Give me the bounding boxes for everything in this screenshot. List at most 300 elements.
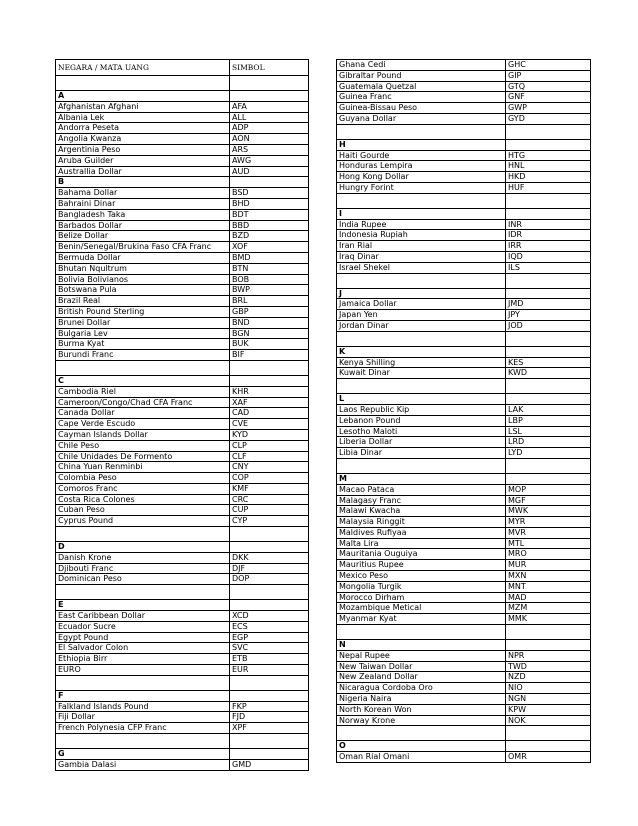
table-row bbox=[337, 484, 591, 495]
table-row bbox=[56, 621, 309, 632]
blank-cell bbox=[506, 379, 591, 394]
table-row bbox=[337, 81, 591, 92]
currency-table-right bbox=[336, 59, 591, 763]
letter-heading-row bbox=[337, 473, 591, 484]
letter-heading: H bbox=[337, 139, 506, 150]
country-currency-cell: Gambia Dalasi bbox=[56, 759, 230, 770]
blank-row bbox=[337, 124, 591, 139]
blank-row bbox=[337, 331, 591, 346]
symbol-cell: MWK bbox=[506, 506, 591, 517]
symbol-cell: AFA bbox=[230, 101, 309, 112]
table-row bbox=[56, 759, 309, 770]
symbol-cell: BWP bbox=[230, 285, 309, 296]
table-row bbox=[337, 538, 591, 549]
table-row bbox=[56, 198, 309, 209]
blank-cell bbox=[337, 273, 506, 288]
country-currency-cell: Israel Shekel bbox=[337, 262, 506, 273]
blank-cell bbox=[230, 527, 309, 542]
symbol-cell: BUK bbox=[230, 339, 309, 350]
table-row bbox=[56, 209, 309, 220]
symbol-cell: MMK bbox=[506, 614, 591, 625]
symbol-cell: NPR bbox=[506, 650, 591, 661]
table-row bbox=[56, 701, 309, 712]
table-row bbox=[337, 549, 591, 560]
table-row bbox=[337, 262, 591, 273]
table-row bbox=[337, 592, 591, 603]
country-currency-cell: Nepal Rupee bbox=[337, 650, 506, 661]
symbol-cell: GHC bbox=[506, 60, 591, 71]
symbol-cell: ECS bbox=[230, 621, 309, 632]
letter-heading: I bbox=[337, 208, 506, 219]
table-row bbox=[56, 350, 309, 361]
country-currency-cell: Iraq Dinar bbox=[337, 251, 506, 262]
country-currency-cell: East Caribbean Dollar bbox=[56, 611, 230, 622]
symbol-cell: LBP bbox=[506, 415, 591, 426]
country-currency-cell: Maldives Rufiyaa bbox=[337, 527, 506, 538]
blank-cell bbox=[337, 193, 506, 208]
table-row bbox=[337, 70, 591, 81]
letter-heading: A bbox=[56, 91, 230, 102]
blank-cell bbox=[506, 124, 591, 139]
blank-row bbox=[56, 360, 309, 375]
table-row bbox=[337, 60, 591, 71]
country-currency-cell: Ethiopia Birr bbox=[56, 654, 230, 665]
letter-heading-empty bbox=[506, 473, 591, 484]
letter-heading-empty bbox=[506, 394, 591, 405]
symbol-cell: CLP bbox=[230, 440, 309, 451]
country-currency-cell: Botswana Pula bbox=[56, 285, 230, 296]
letter-heading-row bbox=[337, 346, 591, 357]
symbol-cell: AUD bbox=[230, 166, 309, 177]
letter-heading: E bbox=[56, 600, 230, 611]
letter-heading: D bbox=[56, 542, 230, 553]
symbol-cell: BHD bbox=[230, 198, 309, 209]
blank-row bbox=[56, 585, 309, 600]
symbol-cell: ILS bbox=[506, 262, 591, 273]
country-currency-cell: Lebanon Pound bbox=[337, 415, 506, 426]
country-currency-cell: Belize Dollar bbox=[56, 231, 230, 242]
table-row bbox=[56, 252, 309, 263]
table-row bbox=[56, 386, 309, 397]
country-currency-cell: Cape Verde Escudo bbox=[56, 419, 230, 430]
country-currency-cell: Malagasy Franc bbox=[337, 495, 506, 506]
symbol-cell: MAD bbox=[506, 592, 591, 603]
country-currency-cell: Chile Unidades De Formento bbox=[56, 451, 230, 462]
table-row bbox=[56, 494, 309, 505]
symbol-cell: ETB bbox=[230, 654, 309, 665]
country-currency-cell: Cuban Peso bbox=[56, 505, 230, 516]
table-row bbox=[56, 552, 309, 563]
symbol-cell: GMD bbox=[230, 759, 309, 770]
symbol-cell: GTQ bbox=[506, 81, 591, 92]
symbol-cell: FJD bbox=[230, 712, 309, 723]
table-row bbox=[56, 723, 309, 734]
country-currency-cell: Laos Republic Kip bbox=[337, 404, 506, 415]
symbol-cell: MNT bbox=[506, 581, 591, 592]
letter-heading: C bbox=[56, 375, 230, 386]
table-row bbox=[56, 451, 309, 462]
country-currency-cell: Ecuador Sucre bbox=[56, 621, 230, 632]
country-currency-cell: Haiti Gourde bbox=[337, 150, 506, 161]
table-row bbox=[337, 527, 591, 538]
table-row bbox=[56, 429, 309, 440]
table-row bbox=[56, 473, 309, 484]
symbol-cell: MOP bbox=[506, 484, 591, 495]
country-currency-cell: Gibraltar Pound bbox=[337, 70, 506, 81]
symbol-cell: MYR bbox=[506, 517, 591, 528]
country-currency-cell: Kuwait Dinar bbox=[337, 368, 506, 379]
blank-cell bbox=[337, 726, 506, 741]
table-row bbox=[56, 654, 309, 665]
symbol-cell: JOD bbox=[506, 320, 591, 331]
table-row bbox=[337, 683, 591, 694]
symbol-cell: ARS bbox=[230, 144, 309, 155]
table-row bbox=[337, 150, 591, 161]
symbol-cell: BND bbox=[230, 317, 309, 328]
table-row bbox=[56, 339, 309, 350]
country-currency-cell: Cambodia Riel bbox=[56, 386, 230, 397]
symbol-cell: JMD bbox=[506, 299, 591, 310]
table-row bbox=[337, 650, 591, 661]
country-currency-cell: Egypt Pound bbox=[56, 632, 230, 643]
symbol-cell: BTN bbox=[230, 263, 309, 274]
header-symbol: SIMBOL bbox=[230, 60, 309, 76]
blank-row bbox=[337, 625, 591, 640]
country-currency-cell: Danish Krone bbox=[56, 552, 230, 563]
symbol-cell: NOK bbox=[506, 715, 591, 726]
table-row bbox=[337, 603, 591, 614]
symbol-cell: AWG bbox=[230, 155, 309, 166]
symbol-cell: HUF bbox=[506, 182, 591, 193]
country-currency-cell: Kenya Shilling bbox=[337, 357, 506, 368]
table-row bbox=[56, 563, 309, 574]
symbol-cell: NIO bbox=[506, 683, 591, 694]
symbol-cell: EGP bbox=[230, 632, 309, 643]
letter-heading: N bbox=[337, 640, 506, 651]
table-row bbox=[56, 643, 309, 654]
country-currency-cell: Andorra Peseta bbox=[56, 123, 230, 134]
letter-heading-row bbox=[337, 640, 591, 651]
symbol-cell: GWP bbox=[506, 103, 591, 114]
currency-table-right-body bbox=[337, 60, 591, 763]
blank-cell bbox=[506, 193, 591, 208]
symbol-cell: TWD bbox=[506, 661, 591, 672]
table-row bbox=[56, 296, 309, 307]
letter-heading: F bbox=[56, 690, 230, 701]
country-currency-cell: New Zealand Dollar bbox=[337, 672, 506, 683]
blank-row bbox=[337, 379, 591, 394]
country-currency-cell: Dominican Peso bbox=[56, 574, 230, 585]
letter-heading: O bbox=[337, 741, 506, 752]
symbol-cell: LSL bbox=[506, 426, 591, 437]
country-currency-cell: French Polynesia CFP Franc bbox=[56, 723, 230, 734]
letter-heading: G bbox=[56, 749, 230, 760]
table-row bbox=[56, 134, 309, 145]
country-currency-cell: British Pound Sterling bbox=[56, 306, 230, 317]
symbol-cell: GNF bbox=[506, 92, 591, 103]
table-row bbox=[337, 581, 591, 592]
blank-cell bbox=[506, 625, 591, 640]
symbol-cell: BOB bbox=[230, 274, 309, 285]
table-row bbox=[56, 516, 309, 527]
symbol-cell: CUP bbox=[230, 505, 309, 516]
letter-heading-empty bbox=[506, 288, 591, 299]
table-row bbox=[337, 320, 591, 331]
country-currency-cell: Nicaragua Cordoba Oro bbox=[337, 683, 506, 694]
table-row bbox=[337, 752, 591, 763]
country-currency-cell: Bulgaria Lev bbox=[56, 328, 230, 339]
table-row bbox=[337, 172, 591, 183]
symbol-cell: INR bbox=[506, 219, 591, 230]
symbol-cell: BZD bbox=[230, 231, 309, 242]
symbol-cell: KWD bbox=[506, 368, 591, 379]
country-currency-cell: El Salvador Colon bbox=[56, 643, 230, 654]
table-row bbox=[56, 220, 309, 231]
letter-heading: M bbox=[337, 473, 506, 484]
symbol-cell: MTL bbox=[506, 538, 591, 549]
symbol-cell: CYP bbox=[230, 516, 309, 527]
country-currency-cell: Nigeria Naira bbox=[337, 694, 506, 705]
symbol-cell: MVR bbox=[506, 527, 591, 538]
symbol-cell: XOF bbox=[230, 242, 309, 253]
table-row bbox=[56, 123, 309, 134]
table-row bbox=[56, 419, 309, 430]
table-row bbox=[337, 672, 591, 683]
country-currency-cell: Cameroon/Congo/Chad CFA Franc bbox=[56, 397, 230, 408]
table-row bbox=[337, 103, 591, 114]
country-currency-cell: Malaysia Ringgit bbox=[337, 517, 506, 528]
letter-heading: J bbox=[337, 288, 506, 299]
header-country-currency: NEGARA / MATA UANG bbox=[56, 60, 230, 76]
symbol-cell: DKK bbox=[230, 552, 309, 563]
table-row bbox=[337, 161, 591, 172]
blank-cell bbox=[56, 360, 230, 375]
letter-heading-row bbox=[56, 375, 309, 386]
letter-heading-empty bbox=[230, 600, 309, 611]
country-currency-cell: Morocco Dirham bbox=[337, 592, 506, 603]
blank-cell bbox=[230, 76, 309, 91]
letter-heading-empty bbox=[230, 177, 309, 188]
country-currency-cell: EURO bbox=[56, 665, 230, 676]
country-currency-cell: Costa Rica Colones bbox=[56, 494, 230, 505]
letter-heading-empty bbox=[506, 640, 591, 651]
symbol-cell: MXN bbox=[506, 571, 591, 582]
blank-row bbox=[337, 726, 591, 741]
table-row bbox=[337, 404, 591, 415]
blank-cell bbox=[56, 585, 230, 600]
country-currency-cell: China Yuan Renminbi bbox=[56, 462, 230, 473]
symbol-cell: LAK bbox=[506, 404, 591, 415]
country-currency-cell: Macao Pataca bbox=[337, 484, 506, 495]
country-currency-cell: Lesotho Maloti bbox=[337, 426, 506, 437]
table-row bbox=[56, 397, 309, 408]
symbol-cell: AON bbox=[230, 134, 309, 145]
country-currency-cell: Malawi Kwacha bbox=[337, 506, 506, 517]
country-currency-cell: Cyprus Pound bbox=[56, 516, 230, 527]
blank-cell bbox=[337, 458, 506, 473]
table-row bbox=[337, 661, 591, 672]
country-currency-cell: Burundi Franc bbox=[56, 350, 230, 361]
blank-cell bbox=[337, 625, 506, 640]
country-currency-cell: Mongolia Turgik bbox=[337, 581, 506, 592]
country-currency-cell: Bahraini Dinar bbox=[56, 198, 230, 209]
symbol-cell: GIP bbox=[506, 70, 591, 81]
country-currency-cell: Bermuda Dollar bbox=[56, 252, 230, 263]
table-row bbox=[337, 448, 591, 459]
symbol-cell: DJF bbox=[230, 563, 309, 574]
blank-cell bbox=[56, 734, 230, 749]
symbol-cell: GBP bbox=[230, 306, 309, 317]
table-row bbox=[56, 483, 309, 494]
country-currency-cell: Angolia Kwanza bbox=[56, 134, 230, 145]
symbol-cell: CNY bbox=[230, 462, 309, 473]
blank-cell bbox=[337, 124, 506, 139]
symbol-cell: MUR bbox=[506, 560, 591, 571]
symbol-cell: FKP bbox=[230, 701, 309, 712]
symbol-cell: EUR bbox=[230, 665, 309, 676]
currency-table-left bbox=[55, 59, 309, 771]
symbol-cell: ALL bbox=[230, 112, 309, 123]
table-row bbox=[337, 241, 591, 252]
blank-cell bbox=[230, 360, 309, 375]
letter-heading-empty bbox=[230, 91, 309, 102]
table-row bbox=[337, 715, 591, 726]
table-row bbox=[56, 166, 309, 177]
table-row bbox=[337, 230, 591, 241]
symbol-cell: HNL bbox=[506, 161, 591, 172]
blank-row bbox=[337, 458, 591, 473]
country-currency-cell: Myanmar Kyat bbox=[337, 614, 506, 625]
letter-heading-empty bbox=[230, 375, 309, 386]
table-row bbox=[337, 437, 591, 448]
symbol-cell: BRL bbox=[230, 296, 309, 307]
table-row bbox=[337, 368, 591, 379]
country-currency-cell: Norway Krone bbox=[337, 715, 506, 726]
table-row bbox=[56, 440, 309, 451]
table-row bbox=[56, 611, 309, 622]
table-row bbox=[337, 426, 591, 437]
table-row bbox=[56, 462, 309, 473]
letter-heading-empty bbox=[230, 749, 309, 760]
blank-cell bbox=[506, 458, 591, 473]
country-currency-cell: Guatemala Quetzal bbox=[337, 81, 506, 92]
country-currency-cell: India Rupee bbox=[337, 219, 506, 230]
country-currency-cell: Hong Kong Dollar bbox=[337, 172, 506, 183]
symbol-cell: HKD bbox=[506, 172, 591, 183]
symbol-cell: BDT bbox=[230, 209, 309, 220]
blank-row bbox=[56, 675, 309, 690]
country-currency-cell: Brunei Dollar bbox=[56, 317, 230, 328]
country-currency-cell: Guyana Dollar bbox=[337, 113, 506, 124]
country-currency-cell: Mauritius Rupee bbox=[337, 560, 506, 571]
symbol-cell: ADP bbox=[230, 123, 309, 134]
table-row bbox=[337, 415, 591, 426]
symbol-cell: IQD bbox=[506, 251, 591, 262]
country-currency-cell: Ghana Cedi bbox=[337, 60, 506, 71]
table-row bbox=[56, 155, 309, 166]
symbol-cell: MZM bbox=[506, 603, 591, 614]
table-row bbox=[56, 712, 309, 723]
table-row bbox=[56, 231, 309, 242]
letter-heading-empty bbox=[506, 346, 591, 357]
table-row bbox=[337, 571, 591, 582]
symbol-cell: CLF bbox=[230, 451, 309, 462]
symbol-cell: MRO bbox=[506, 549, 591, 560]
country-currency-cell: Libia Dinar bbox=[337, 448, 506, 459]
table-row bbox=[56, 144, 309, 155]
table-row bbox=[56, 574, 309, 585]
letter-heading-row bbox=[56, 177, 309, 188]
table-row bbox=[56, 285, 309, 296]
symbol-cell: HTG bbox=[506, 150, 591, 161]
table-row bbox=[56, 328, 309, 339]
country-currency-cell: Mozambique Metical bbox=[337, 603, 506, 614]
symbol-cell: NZD bbox=[506, 672, 591, 683]
blank-cell bbox=[506, 273, 591, 288]
letter-heading-empty bbox=[506, 139, 591, 150]
table-row bbox=[56, 306, 309, 317]
country-currency-cell: Albania Lek bbox=[56, 112, 230, 123]
letter-heading-empty bbox=[230, 690, 309, 701]
letter-heading-row bbox=[56, 690, 309, 701]
symbol-cell: CVE bbox=[230, 419, 309, 430]
blank-row bbox=[337, 193, 591, 208]
table-row bbox=[56, 274, 309, 285]
blank-row bbox=[56, 527, 309, 542]
letter-heading-row bbox=[337, 208, 591, 219]
table-row bbox=[337, 251, 591, 262]
country-currency-cell: Australlia Dollar bbox=[56, 166, 230, 177]
blank-cell bbox=[230, 734, 309, 749]
table-row bbox=[337, 219, 591, 230]
country-currency-cell: Burma Kyat bbox=[56, 339, 230, 350]
letter-heading-row bbox=[56, 91, 309, 102]
table-row bbox=[337, 694, 591, 705]
blank-cell bbox=[56, 675, 230, 690]
symbol-cell: OMR bbox=[506, 752, 591, 763]
blank-cell bbox=[506, 726, 591, 741]
table-row bbox=[337, 357, 591, 368]
symbol-cell: KMF bbox=[230, 483, 309, 494]
blank-cell bbox=[506, 331, 591, 346]
symbol-cell: IRR bbox=[506, 241, 591, 252]
table-row bbox=[337, 506, 591, 517]
symbol-cell: GYD bbox=[506, 113, 591, 124]
blank-row bbox=[337, 273, 591, 288]
country-currency-cell: North Korean Won bbox=[337, 704, 506, 715]
country-currency-cell: Canada Dollar bbox=[56, 408, 230, 419]
country-currency-cell: Bolivia Bolivianos bbox=[56, 274, 230, 285]
blank-cell bbox=[230, 675, 309, 690]
symbol-cell: KYD bbox=[230, 429, 309, 440]
symbol-cell: LRD bbox=[506, 437, 591, 448]
symbol-cell: KES bbox=[506, 357, 591, 368]
country-currency-cell: Fiji Dollar bbox=[56, 712, 230, 723]
country-currency-cell: Djibouti Franc bbox=[56, 563, 230, 574]
symbol-cell: CAD bbox=[230, 408, 309, 419]
table-row bbox=[337, 113, 591, 124]
blank-cell bbox=[230, 585, 309, 600]
symbol-cell: IDR bbox=[506, 230, 591, 241]
country-currency-cell: Guinea-Bissau Peso bbox=[337, 103, 506, 114]
table-row bbox=[56, 188, 309, 199]
letter-heading: B bbox=[56, 177, 230, 188]
symbol-cell: BIF bbox=[230, 350, 309, 361]
country-currency-cell: Indonesia Rupiah bbox=[337, 230, 506, 241]
country-currency-cell: Cayman Islands Dollar bbox=[56, 429, 230, 440]
symbol-cell: COP bbox=[230, 473, 309, 484]
country-currency-cell: Jamaica Dollar bbox=[337, 299, 506, 310]
